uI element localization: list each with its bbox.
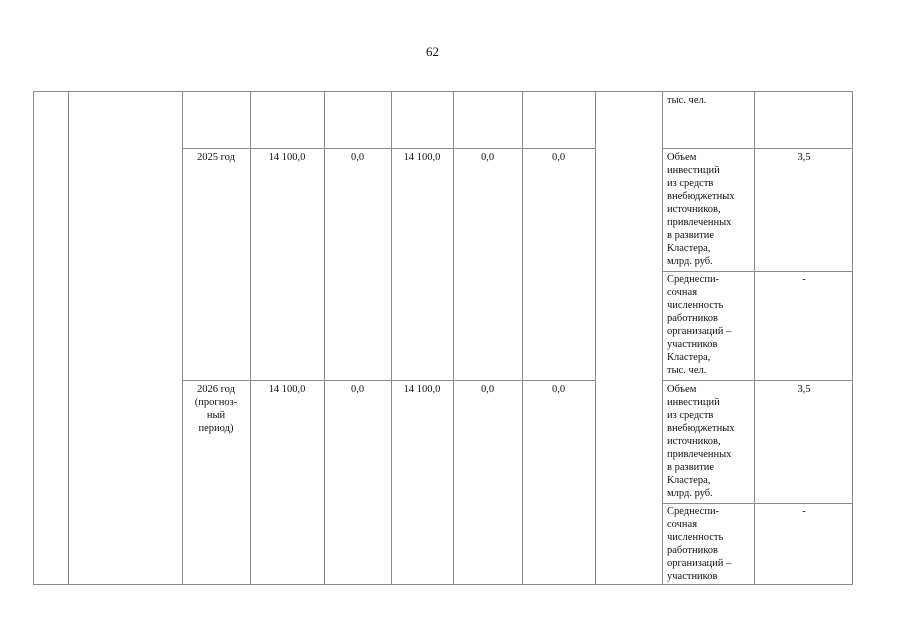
grid-hline [662,148,853,149]
value-cell: 0,0 [350,152,365,163]
grid-vline [662,92,663,584]
page-number: 62 [426,44,439,59]
value-cell: 0,0 [551,152,566,163]
value-cell: 0,0 [480,152,495,163]
indicator-value-cell: 3,5 [797,384,811,395]
grid-vline [182,92,183,584]
grid-vline [453,92,454,584]
value-cell: 0,0 [350,384,365,395]
grid-vline [391,92,392,584]
indicator-cell: Объем инвестиций из средств внебюджетных источников, привлеченных в развитие Кластера, млрд. руб. [667,384,735,499]
indicator-value-cell: 3,5 [797,152,811,163]
indicator-cell: Среднеспи- сочная численность работников организаций – участников Кластера, тыс. чел. [667,274,732,376]
value-cell: 0,0 [551,384,566,395]
value-cell: 14 100,0 [403,384,441,395]
program-table [33,91,853,585]
total-cell: 14 100,0 [268,152,306,163]
grid-vline [68,92,69,584]
grid-vline [250,92,251,584]
grid-vline [324,92,325,584]
grid-hline [182,148,595,149]
year-cell: 2025 год [197,152,235,163]
grid-hline [662,380,853,381]
grid-hline [182,380,595,381]
total-cell: 14 100,0 [268,384,306,395]
year-cell: 2026 год (прогноз- ный период) [194,384,238,434]
value-cell: 14 100,0 [403,152,441,163]
grid-vline [522,92,523,584]
indicator-cell: Среднеспи- сочная численность работников организаций – участников [667,506,732,582]
indicator-cell: тыс. чел. [667,95,707,106]
grid-hline [662,503,853,504]
indicator-value-cell: - [802,274,806,285]
grid-vline [595,92,596,584]
value-cell: 0,0 [480,384,495,395]
indicator-value-cell: - [802,506,806,517]
indicator-cell: Объем инвестиций из средств внебюджетных источников, привлеченных в развитие Кластера, млрд. руб. [667,152,735,267]
grid-hline [662,271,853,272]
